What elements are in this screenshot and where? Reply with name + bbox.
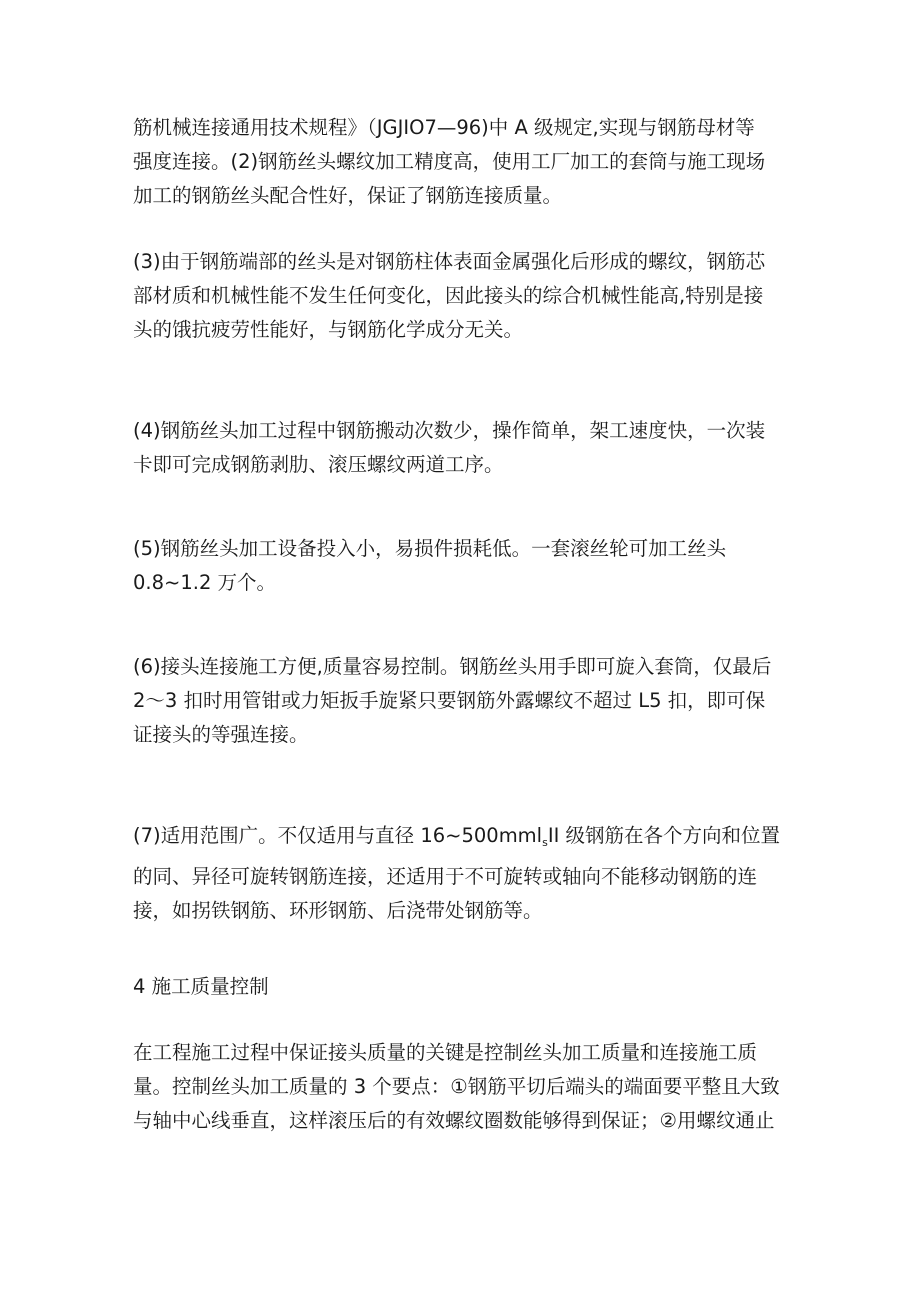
text-line: (6)接头连接施工方便,质量容易控制。钢筋丝头用手即可旋入套筒，仅最后 <box>133 655 772 678</box>
subscript-text: s <box>542 836 548 849</box>
text-line: 部材质和机械性能不发生任何变化，因此接头的综合机械性能高,特别是接 <box>133 284 764 307</box>
section-heading <box>133 970 798 1004</box>
text-line: (4)钢筋丝头加工过程中钢筋搬动次数少，操作简单，架工速度快，一次装 <box>133 419 766 442</box>
paragraph-item-3 <box>133 245 798 347</box>
text-line: 卡即可完成钢筋剥肋、滚压螺纹两道工序。 <box>133 453 504 476</box>
paragraph-standard-connection <box>133 111 798 213</box>
text-line: 加工的钢筋丝头配合性好，保证了钢筋连接质量。 <box>133 184 563 207</box>
text-line: 与轴中心线垂直，这样滚压后的有效螺纹圈数能够得到保证；②用螺纹通止 <box>133 1109 775 1132</box>
heading-text: 4 施工质量控制 <box>133 975 269 998</box>
text-line: 证接头的等强连接。 <box>133 723 309 746</box>
text-line: 的同、异径可旋转钢筋连接，还适用于不可旋转或轴向不能移动钢筋的连 <box>133 865 758 888</box>
paragraph-item-5 <box>133 532 798 600</box>
text-line: 0.8~1.2 万个。 <box>133 571 277 594</box>
paragraph-quality-control <box>133 1036 798 1138</box>
text-line: (3)由于钢筋端部的丝头是对钢筋柱体表面金属强化后形成的螺纹，钢筋芯 <box>133 250 766 273</box>
text-line <box>133 819 798 860</box>
text-line: 量。控制丝头加工质量的 3 个要点：①钢筋平切后端头的端面要平整且大致 <box>133 1075 780 1098</box>
text-segment: II 级钢筋在各个方向和位置 <box>547 824 781 847</box>
text-line: 筋机械连接通用技术规程》（JGJIO7—96)中 A 级规定,实现与钢筋母材等 <box>133 116 755 139</box>
text-line: 接，如拐铁钢筋、环形钢筋、后浇带处钢筋等。 <box>133 899 543 922</box>
text-line: 强度连接。(2)钢筋丝头螺纹加工精度高，使用工厂加工的套筒与施工现场 <box>133 150 766 173</box>
text-line: 头的饿抗疲劳性能好，与钢筋化学成分无关。 <box>133 318 524 341</box>
text-segment: (7)适用范围广。不仅适用与直径 16~500mml <box>133 824 543 847</box>
paragraph-item-4 <box>133 414 798 482</box>
paragraph-item-6 <box>133 650 798 752</box>
text-line: 在工程施工过程中保证接头质量的关键是控制丝头加工质量和连接施工质 <box>133 1041 758 1064</box>
text-line: 2～3 扣时用管钳或力矩扳手旋紧只要钢筋外露螺纹不超过 L5 扣，即可保 <box>133 689 766 712</box>
text-line: (5)钢筋丝头加工设备投入小，易损件损耗低。一套滚丝轮可加工丝头 <box>133 537 727 560</box>
paragraph-item-7 <box>133 819 798 928</box>
